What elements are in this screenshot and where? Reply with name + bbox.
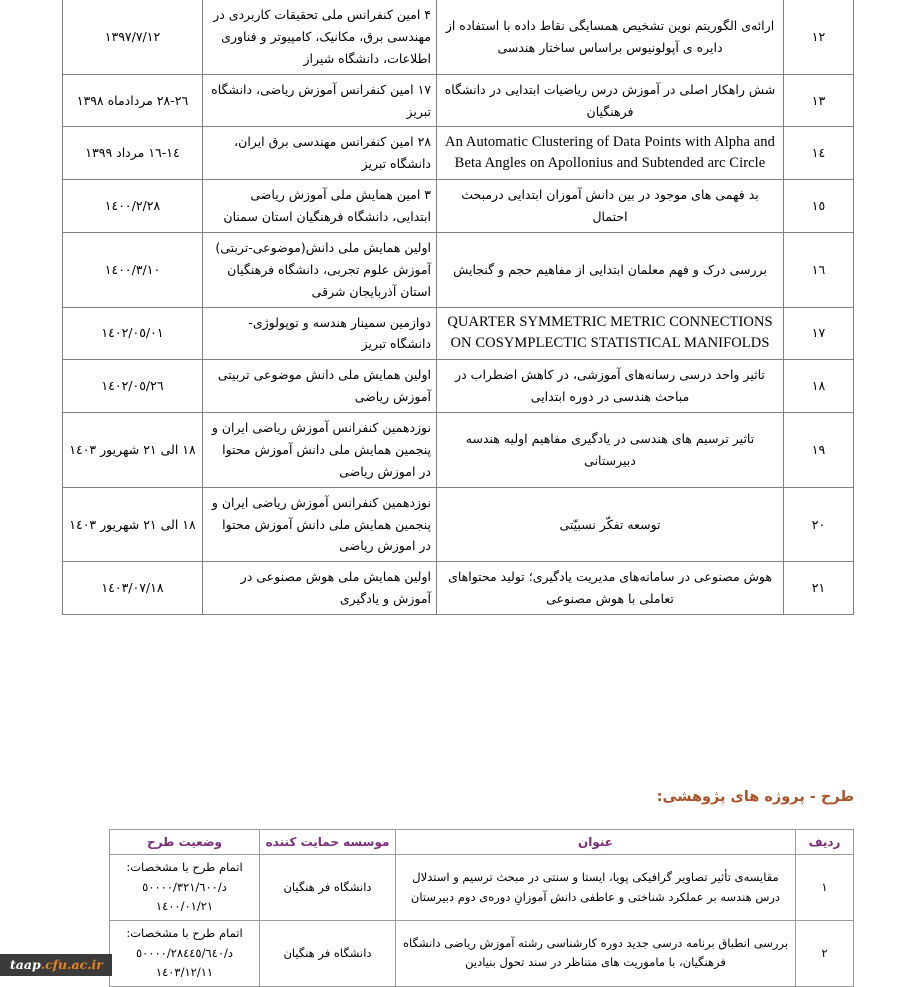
supporting-organization: دانشگاه فر هنگیان <box>260 921 396 987</box>
project-status-line: د/٥٠٠٠٠/٢٨٤٤٥/٦٤٠ <box>135 945 234 960</box>
table-row <box>63 562 854 615</box>
research-projects-section <box>110 829 854 987</box>
row-number: ١٧ <box>784 307 854 360</box>
paper-title: تاثیر واحد درسی رسانه‌های آموزشی، در کاهش اضطراب در مباحث هندسی در دوره ابتدایی <box>437 360 784 413</box>
table-row <box>63 127 854 180</box>
conference-papers-table <box>62 0 854 615</box>
watermark-primary-text: taap <box>10 956 41 972</box>
paper-title: بد فهمی های موجود در بین دانش آموزان ابتدایی درمبحث احتمال <box>437 180 784 233</box>
row-number: ١ <box>796 855 854 921</box>
project-title: بررسی انطباق برنامه درسی جدید دوره کارشناسی رشته آموزش ریاضی دانشگاه فرهنگیان، با ماموریت های متناظر در سند تحول بنیادین <box>396 921 796 987</box>
project-status <box>110 921 260 987</box>
conference-date: ٢٦-٢٨ مردادماه ١٣٩٨ <box>63 74 203 127</box>
column-header-organization: موسسه حمایت کننده <box>260 830 396 855</box>
table-row <box>63 360 854 413</box>
project-status-line: اتمام طرح با مشخصات: <box>126 926 243 941</box>
column-header-status: وضعیت طرح <box>110 830 260 855</box>
conference-date: ١٤٠٠/٢/٢٨ <box>63 180 203 233</box>
conference-venue: دوازمین سمینار هندسه و توپولوژی-دانشگاه تبریز <box>203 307 437 360</box>
project-status-line: ١٤٠٣/١٢/١١ <box>155 965 214 980</box>
table-row <box>63 180 854 233</box>
table-row <box>63 413 854 488</box>
table-row <box>63 0 854 74</box>
project-status-line: اتمام طرح با مشخصات: <box>126 860 243 875</box>
table-row <box>63 232 854 307</box>
conference-date: ١٣٩٧/٧/١٢ <box>63 0 203 74</box>
paper-title: ارائه‌ی الگوریتم نوین تشخیص همسایگی نقاط داده با استفاده از دایره ی آپولونیوس براساس ساختار هندسی <box>437 0 784 74</box>
conference-date: ١٤٠٢/٠٥/٢٦ <box>63 360 203 413</box>
row-number: ١٣ <box>784 74 854 127</box>
site-watermark <box>0 954 112 977</box>
conference-venue: ۴ امین کنفرانس ملی تحقیقات کاربردی در مهندسی برق، مکانیک، کامپیوتر و فناوری اطلاعات، دانشگاه شیراز <box>203 0 437 74</box>
supporting-organization: دانشگاه فر هنگیان <box>260 855 396 921</box>
watermark-secondary-text: .cfu.ac.ir <box>40 956 103 972</box>
conference-venue: اولین همایش ملی دانش(موضوعی-تربتی) آموزش علوم تجربی، دانشگاه فرهنگیان استان آذربایجان شرقی <box>203 232 437 307</box>
research-projects-table <box>109 829 854 987</box>
paper-title: An Automatic Clustering of Data Points with Alpha and Beta Angles on Apollonius and Subtended arc Circle <box>437 127 784 180</box>
row-number: ١٩ <box>784 413 854 488</box>
conference-venue: ۳ امین همایش ملی آموزش ریاضی ابتدایی، دانشگاه فرهنگیان استان سمنان <box>203 180 437 233</box>
row-number: ١٦ <box>784 232 854 307</box>
paper-title: هوش مصنوعی در سامانه‌های مدیریت یادگیری؛ تولید محتواهای تعاملی با هوش مصنوعی <box>437 562 784 615</box>
table-header-row <box>110 830 854 855</box>
row-number: ١٥ <box>784 180 854 233</box>
row-number: ٢٠ <box>784 487 854 562</box>
paper-title: بررسی درک و فهم معلمان ابتدایی از مفاهیم حجم و گنجایش <box>437 232 784 307</box>
conference-venue: اولین همایش ملی دانش موضوعی تربیتی آموزش ریاضی <box>203 360 437 413</box>
conference-papers-section <box>63 0 854 615</box>
row-number: ١٢ <box>784 0 854 74</box>
row-number: ١٤ <box>784 127 854 180</box>
conference-date: ١٤٠٢/٠٥/٠١ <box>63 307 203 360</box>
table-row <box>63 307 854 360</box>
project-status-line: ١٤٠٠/٠١/٢١ <box>155 899 214 914</box>
conference-date: ١٨ الی ٢١ شهریور ١٤٠٣ <box>63 487 203 562</box>
paper-title: تاثیر ترسیم های هندسی در یادگیری مفاهیم اولیه هندسه دبیرستانی <box>437 413 784 488</box>
paper-title: شش راهکار اصلی در آموزش درس ریاضیات ابتدایی در دانشگاه فرهنگیان <box>437 74 784 127</box>
project-status <box>110 855 260 921</box>
conference-date: ١٤٠٣/٠٧/١٨ <box>63 562 203 615</box>
conference-venue: نوزدهمین کنفرانس آموزش ریاضی ایران و پنجمین همایش ملی دانش آموزش محتوا در اموزش ریاضی <box>203 413 437 488</box>
conference-date: ١٤٠٠/٣/١٠ <box>63 232 203 307</box>
column-header-radif: ردیف <box>796 830 854 855</box>
row-number: ١٨ <box>784 360 854 413</box>
conference-venue: ۱۷ امین کنفرانس آموزش ریاضی، دانشگاه تبریز <box>203 74 437 127</box>
paper-title: توسعه تفکّر نسبیّتی <box>437 487 784 562</box>
conference-venue: اولین همایش ملی هوش مصنوعی در آموزش و یادگیری <box>203 562 437 615</box>
column-header-onvan: عنوان <box>396 830 796 855</box>
conference-venue: نوزدهمین کنفرانس آموزش ریاضی ایران و پنجمین همایش ملی دانش آموزش محتوا در اموزش ریاضی <box>203 487 437 562</box>
table-row <box>63 74 854 127</box>
table-row <box>63 487 854 562</box>
projects-section-heading: طرح - پروژه های پژوهشی: <box>656 789 854 805</box>
row-number: ٢١ <box>784 562 854 615</box>
conference-date: ١٨ الی ٢١ شهریور ١٤٠٣ <box>63 413 203 488</box>
row-number: ٢ <box>796 921 854 987</box>
conference-venue: ۲۸ امین کنفرانس مهندسی برق ایران، دانشگاه تبریز <box>203 127 437 180</box>
table-row <box>110 855 854 921</box>
table-row <box>110 921 854 987</box>
project-status-line: د/٥٠٠٠٠/٣٢١/٦٠٠ <box>142 879 227 894</box>
paper-title: QUARTER SYMMETRIC METRIC CONNECTIONS ON COSYMPLECTIC STATISTICAL MANIFOLDS <box>437 307 784 360</box>
conference-date: ١٤-١٦ مرداد ١٣٩٩ <box>63 127 203 180</box>
project-title: مقایسه‌ی تأثیر تصاویر گرافیکی پویا، ایستا و سنتی در مبحث ترسیم و استدلال درس هندسه بر عملکرد شناختی و عاطفی دانش آموزانِ دوره‌ی دوم دبیرستان <box>396 855 796 921</box>
